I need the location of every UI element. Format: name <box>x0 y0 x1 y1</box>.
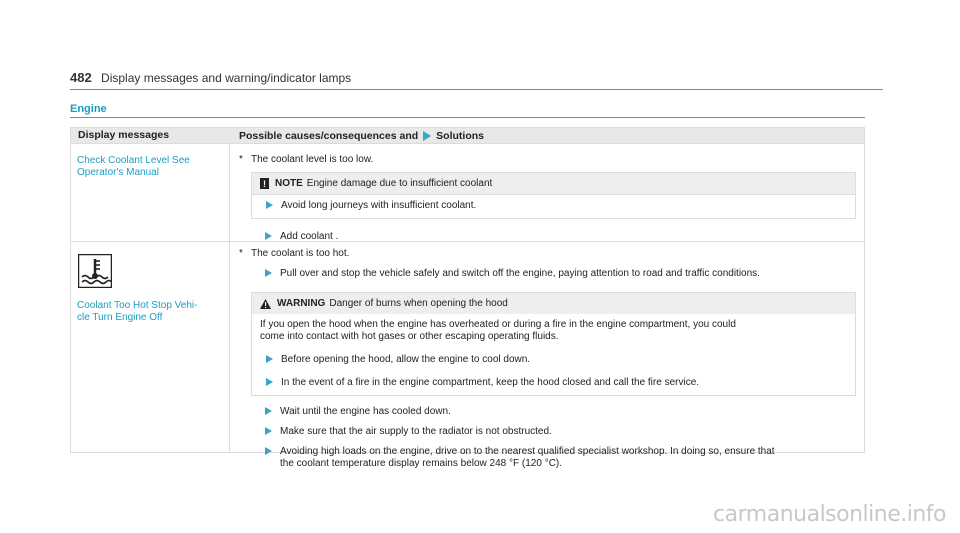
col-header-solutions-label: Solutions <box>436 130 485 142</box>
cause-text: The coolant level is too low. <box>251 154 374 165</box>
message-line: cle Turn Engine Off <box>77 312 163 323</box>
watermark: carmanualsonline.info <box>713 502 946 527</box>
step <box>251 426 856 438</box>
step <box>251 268 856 280</box>
page-header <box>70 70 351 85</box>
warning-icon <box>260 299 271 309</box>
warning-header <box>252 293 855 314</box>
warning-body <box>252 314 855 395</box>
cause-text: The coolant is too hot. <box>251 248 350 259</box>
note-label: NOTE <box>275 177 303 189</box>
page-header-title: Display messages and warning/indicator lamps <box>101 71 352 85</box>
solution-cell <box>230 242 864 469</box>
col-header-messages: Display messages <box>78 129 170 141</box>
table-row <box>71 241 864 469</box>
arrow-icon <box>266 378 273 386</box>
cause-line <box>235 154 856 166</box>
message-line: Check Coolant Level See <box>77 155 190 166</box>
step <box>252 200 855 212</box>
message-cell <box>71 242 230 452</box>
step-text: Before opening the hood, allow the engine to cool down. <box>281 354 531 365</box>
step <box>252 377 847 389</box>
note-box <box>251 172 856 219</box>
step-text: Pull over and stop the vehicle safely and switch off the engine, paying attention to road and traffic conditions. <box>280 268 760 279</box>
section-title: Engine <box>70 103 107 115</box>
step-text: Wait until the engine has cooled down. <box>280 406 451 417</box>
arrow-icon <box>265 427 272 435</box>
cause-line <box>235 248 856 260</box>
step <box>252 354 847 366</box>
asterisk-icon: * <box>239 154 243 165</box>
header-rule <box>70 89 883 90</box>
step-text: Avoid long journeys with insufficient coolant. <box>281 200 477 211</box>
solution-cell <box>230 144 864 241</box>
col-header-causes-label: Possible causes/consequences and <box>239 130 419 142</box>
step-text: Make sure that the air supply to the radiator is not obstructed. <box>280 426 552 437</box>
warning-text: come into contact with hot gases or other escaping operating fluids. <box>260 331 559 342</box>
step-text-line: the coolant temperature display remains below 248 °F (120 °C). <box>280 458 563 469</box>
step <box>251 406 856 418</box>
arrow-icon <box>266 201 273 209</box>
arrow-icon <box>423 131 431 141</box>
note-body <box>252 194 855 218</box>
messages-table <box>70 127 865 469</box>
table-header <box>71 128 864 143</box>
message-cell <box>71 144 230 241</box>
col-header-causes <box>230 128 864 143</box>
note-title: Engine damage due to insufficient coolant <box>306 177 493 189</box>
step-text-line: Avoiding high loads on the engine, drive on to the nearest qualified specialist workshop. In doing so, ensure that <box>280 446 775 457</box>
step-text: In the event of a fire in the engine compartment, keep the hood closed and call the fire service. <box>281 377 700 388</box>
step-text: Add coolant . <box>280 231 339 242</box>
coolant-temperature-icon <box>78 254 229 292</box>
arrow-icon <box>265 232 272 240</box>
arrow-icon <box>265 447 272 455</box>
step <box>251 446 856 470</box>
message-line: Coolant Too Hot Stop Vehi- <box>77 300 198 311</box>
step-text <box>280 446 775 470</box>
arrow-icon <box>266 355 273 363</box>
warning-label: WARNING <box>277 297 326 309</box>
table-row <box>71 143 864 241</box>
warning-box <box>251 292 856 396</box>
page-number: 482 <box>70 70 92 85</box>
asterisk-icon: * <box>239 248 243 259</box>
warning-title: Danger of burns when opening the hood <box>329 297 508 309</box>
message-line: Operator's Manual <box>77 167 159 178</box>
note-header <box>252 173 855 194</box>
arrow-icon <box>265 269 272 277</box>
section-rule <box>70 117 865 118</box>
warning-text: If you open the hood when the engine has overheated or during a fire in the engine compartment, you could <box>260 319 736 330</box>
arrow-icon <box>265 407 272 415</box>
exclamation-icon: ! <box>260 178 269 189</box>
